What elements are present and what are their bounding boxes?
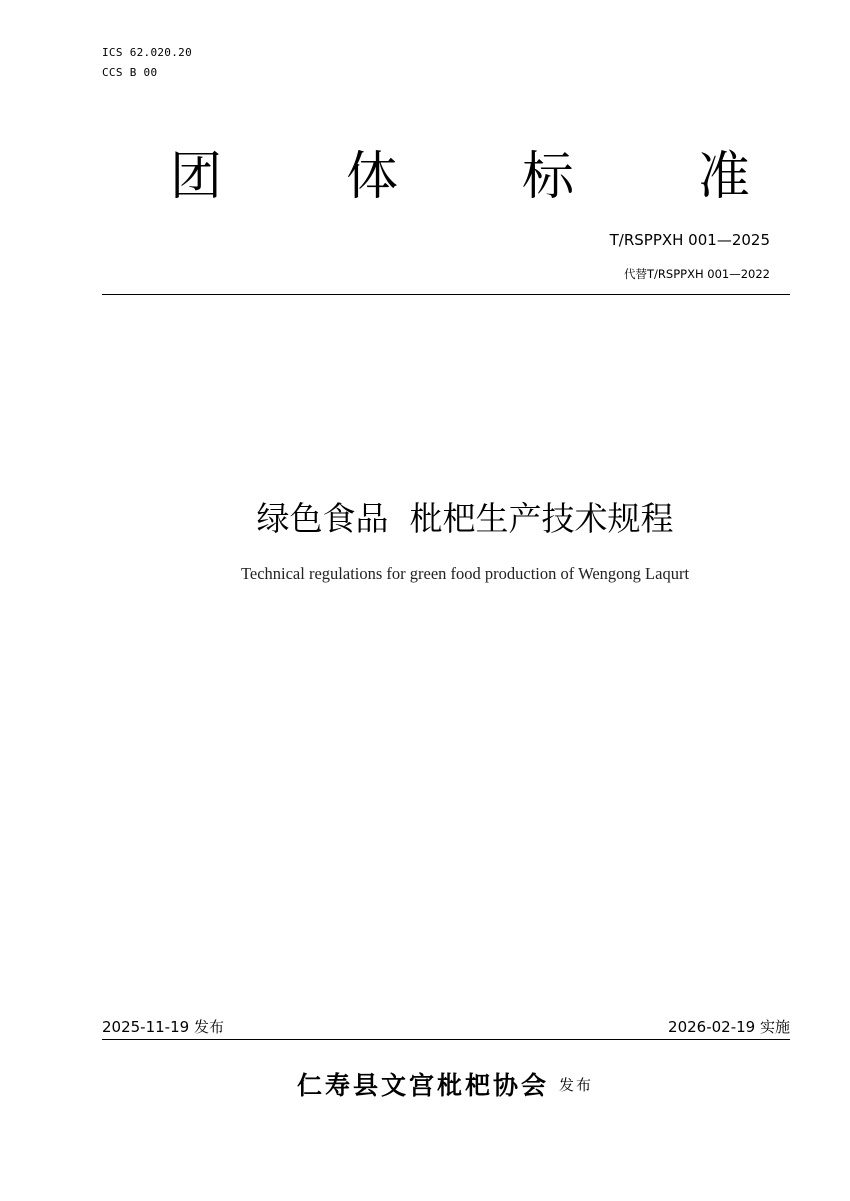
- publisher-line: [0, 1066, 850, 1102]
- top-divider: [102, 294, 790, 295]
- publisher-name: 仁寿县文宫枇杷协会: [296, 1071, 549, 1100]
- effective-date: 2026-02-19 实施: [668, 1018, 790, 1036]
- document-title-english: Technical regulations for green food production of Wengong Laqurt: [240, 564, 690, 583]
- standard-number: T/RSPPXH 001—2025: [609, 231, 770, 249]
- classification-codes: [102, 43, 192, 83]
- ics-code: ICS 62.020.20: [102, 46, 192, 59]
- document-title-chinese: 绿色食品 枇杷生产技术规程: [256, 499, 674, 538]
- replaced-standard: 代替T/RSPPXH 001—2022: [624, 267, 770, 281]
- bottom-divider: [102, 1039, 790, 1040]
- release-date: 2025-11-19 发布: [102, 1018, 224, 1036]
- standard-type-char: 标: [521, 147, 574, 207]
- ccs-code: CCS B 00: [102, 66, 158, 79]
- standard-type-heading: [170, 142, 750, 212]
- standard-type-char: 团: [170, 147, 223, 207]
- standard-type-char: 准: [697, 147, 750, 207]
- standard-type-char: 体: [345, 147, 398, 207]
- publisher-suffix: 发布: [559, 1075, 594, 1094]
